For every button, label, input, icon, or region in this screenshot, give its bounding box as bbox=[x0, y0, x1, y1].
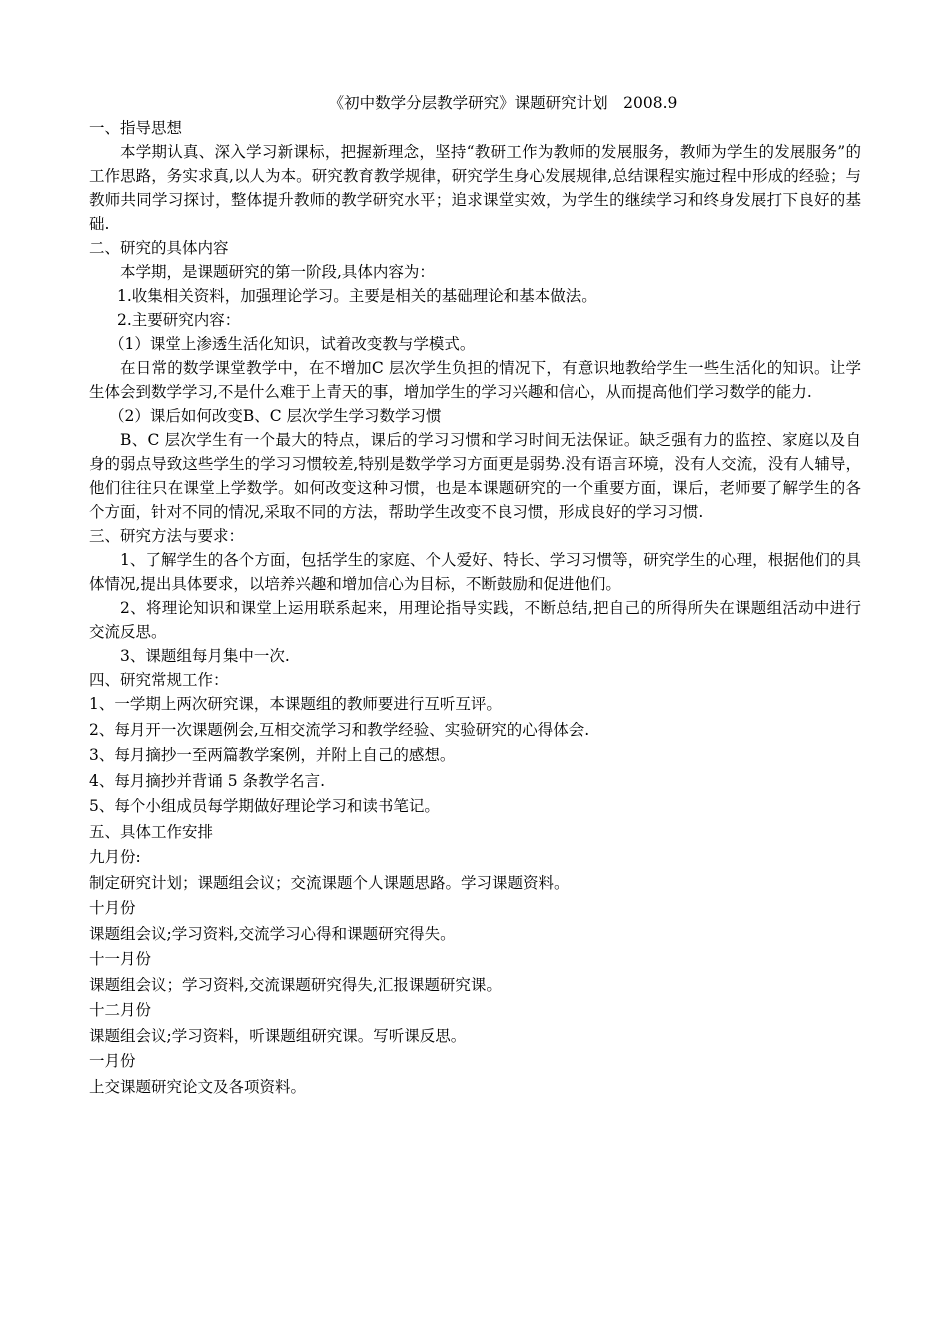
month-label: 一月份 bbox=[89, 1052, 136, 1070]
section-3-item: 1、了解学生的各个方面，包括学生的家庭、个人爱好、特长、学习习惯等，研究学生的心理，根据他们的具体情况,提出具体要求，以培养兴趣和增加信心为目标，不断鼓励和促进他们。 bbox=[89, 551, 861, 593]
section-2-sub-1-title: （1）课堂上渗透生活化知识，试着改变教与学模式。 bbox=[109, 335, 476, 353]
section-4-item: 4、每月摘抄并背诵 5 条教学名言. bbox=[89, 771, 326, 790]
section-2-item-1: 1.收集相关资料，加强理论学习。主要是相关的基础理论和基本做法。 bbox=[117, 287, 597, 305]
section-4-item: 1、一学期上两次研究课，本课题组的教师要进行互听互评。 bbox=[89, 695, 502, 713]
month-label: 十月份 bbox=[89, 899, 136, 917]
section-heading-4: 四、研究常规工作： bbox=[89, 671, 229, 689]
section-heading-2: 二、研究的具体内容 bbox=[89, 239, 229, 257]
section-4-item: 2、每月开一次课题例会,互相交流学习和教学经验、实验研究的心得体会. bbox=[89, 720, 590, 739]
section-2-intro: 本学期，是课题研究的第一阶段,具体内容为： bbox=[120, 263, 435, 281]
section-heading-3: 三、研究方法与要求： bbox=[89, 527, 245, 545]
section-heading-1: 一、指导思想 bbox=[89, 119, 183, 137]
month-plan: 课题组会议;学习资料，听课题组研究课。写听课反思。 bbox=[89, 1026, 467, 1045]
section-2-sub-2-body: B、C 层次学生有一个最大的特点，课后的学习习惯和学习时间无法保证。缺乏强有力的监控、家庭以及自身的弱点导致这些学生的学习习惯较差,特别是数学学习方面更是弱势.没有语言环境，没有人交流，没有人辅导，他们往往只在课堂上学数学。如何改变这种习惯，也是本课题研究的一个重要方面，课后，老师要了解学生的各个方面，针对不同的情况,采取不同的方法，帮助学生改变不良习惯，形成良好的学习习惯. bbox=[89, 431, 861, 521]
section-2-sub-1-body: 在日常的数学课堂教学中，在不增加C 层次学生负担的情况下，有意识地教给学生一些生活化的知识。让学生体会到数学学习,不是什么难于上青天的事，增加学生的学习兴趣和信心，从而提高他们学习数学的能力. bbox=[89, 359, 861, 401]
month-label: 十一月份 bbox=[89, 950, 152, 968]
document-page bbox=[89, 90, 861, 1100]
month-plan: 上交课题研究论文及各项资料。 bbox=[89, 1077, 307, 1096]
month-plan: 课题组会议；学习资料,交流课题研究得失,汇报课题研究课。 bbox=[89, 975, 502, 994]
section-2-sub-2-title: （2）课后如何改变B、C 层次学生学习数学习惯 bbox=[109, 407, 442, 425]
month-plan: 制定研究计划；课题组会议；交流课题个人课题思路。学习课题资料。 bbox=[89, 873, 570, 892]
month-label: 九月份: bbox=[89, 848, 141, 866]
month-label: 十二月份 bbox=[89, 1001, 152, 1019]
section-body-1: 本学期认真、深入学习新课标，把握新理念，坚持“教研工作为教师的发展服务，教师为学生的发展服务”的工作思路，务实求真,以人为本。研究教育教学规律，研究学生身心发展规律,总结课程实施过程中形成的经验；与教师共同学习探讨，整体提升教师的教学研究水平；追求课堂实效，为学生的继续学习和终身发展打下良好的基础. bbox=[89, 143, 861, 233]
section-3-item: 2、将理论知识和课堂上运用联系起来，用理论指导实践，不断总结,把自己的所得所失在课题组活动中进行交流反思。 bbox=[89, 599, 861, 641]
section-3-item: 3、课题组每月集中一次. bbox=[120, 647, 290, 665]
document-title: 《初中数学分层教学研究》课题研究计划 2008.9 bbox=[328, 94, 678, 112]
section-2-item-2: 2.主要研究内容： bbox=[117, 311, 241, 329]
section-heading-5: 五、具体工作安排 bbox=[89, 822, 214, 841]
month-plan: 课题组会议;学习资料,交流学习心得和课题研究得失。 bbox=[89, 924, 456, 943]
section-4-item: 3、每月摘抄一至两篇教学案例，并附上自己的感想。 bbox=[89, 746, 456, 764]
section-4-item: 5、每个小组成员每学期做好理论学习和读书笔记。 bbox=[89, 797, 440, 815]
